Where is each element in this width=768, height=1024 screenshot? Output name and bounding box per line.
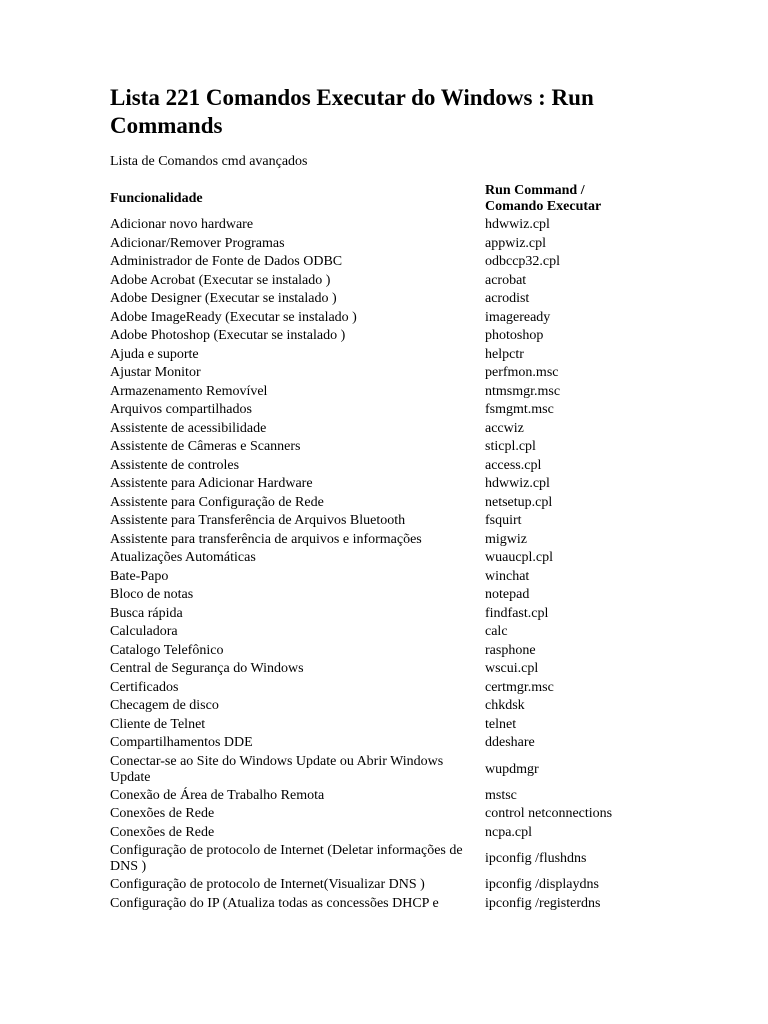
cell-command: helpctr [485, 346, 524, 362]
table-row [110, 531, 630, 550]
table-row [110, 457, 630, 476]
cell-command: acrodist [485, 291, 530, 307]
cell-command: hdwwiz.cpl [485, 217, 550, 233]
table-row [110, 438, 630, 457]
table-row [110, 290, 630, 309]
commands-table [110, 182, 630, 913]
cell-command: rasphone [485, 642, 536, 658]
cell-command: appwiz.cpl [485, 235, 547, 251]
cell-funcionalidade: Adobe Photoshop (Executar se instalado ) [110, 328, 346, 344]
cell-command: imageready [485, 309, 551, 325]
cell-funcionalidade: Certificados [110, 679, 179, 695]
table-row [110, 716, 630, 735]
cell-command: sticpl.cpl [485, 439, 536, 455]
table-row [110, 309, 630, 328]
cell-funcionalidade: Ajuda e suporte [110, 346, 199, 362]
cell-funcionalidade: Conexões de Rede [110, 824, 215, 840]
table-row [110, 787, 630, 806]
cell-command: ddeshare [485, 735, 535, 751]
table-row [110, 235, 630, 254]
cell-funcionalidade: Adobe ImageReady (Executar se instalado ) [110, 309, 357, 325]
table-row [110, 346, 630, 365]
cell-funcionalidade: Ajustar Monitor [110, 365, 201, 381]
table-row [110, 568, 630, 587]
cell-command: mstsc [485, 787, 517, 803]
cell-command: ipconfig /displaydns [485, 877, 599, 893]
cell-funcionalidade: Assistente de controles [110, 457, 240, 473]
cell-funcionalidade: Conectar-se ao Site do Windows Update ou Abrir Windows Update [110, 753, 444, 785]
cell-funcionalidade: Cliente de Telnet [110, 716, 206, 732]
cell-command: wscui.cpl [485, 661, 539, 677]
cell-command: notepad [485, 587, 530, 603]
table-row [110, 679, 630, 698]
cell-funcionalidade: Administrador de Fonte de Dados ODBC [110, 254, 343, 270]
table-row [110, 420, 630, 439]
table-row [110, 327, 630, 346]
table-row [110, 272, 630, 291]
table-row [110, 253, 630, 272]
cell-command: calc [485, 624, 508, 640]
table-row [110, 734, 630, 753]
cell-funcionalidade: Configuração de protocolo de Internet (Deletar informações de DNS ) [110, 843, 463, 874]
cell-funcionalidade: Adobe Designer (Executar se instalado ) [110, 291, 337, 307]
cell-command: wupdmgr [485, 761, 539, 777]
table-row [110, 512, 630, 531]
cell-funcionalidade: Armazenamento Removível [110, 383, 268, 399]
table-row [110, 494, 630, 513]
cell-command: accwiz [485, 420, 524, 436]
cell-funcionalidade: Busca rápida [110, 605, 183, 621]
cell-funcionalidade: Assistente para Transferência de Arquivos Bluetooth [110, 513, 406, 529]
cell-funcionalidade: Adicionar/Remover Programas [110, 235, 285, 251]
cell-command: control netconnections [485, 806, 613, 822]
cell-funcionalidade: Bate-Papo [110, 568, 169, 584]
cell-funcionalidade: Conexão de Área de Trabalho Remota [110, 787, 325, 803]
cell-funcionalidade: Assistente de acessibilidade [110, 420, 267, 436]
cell-command: ipconfig /registerdns [485, 895, 601, 911]
table-row [110, 697, 630, 716]
cell-command: certmgr.msc [485, 679, 554, 695]
table-row [110, 660, 630, 679]
cell-command: findfast.cpl [485, 605, 549, 621]
table-row [110, 475, 630, 494]
cell-funcionalidade: Conexões de Rede [110, 806, 215, 822]
cell-funcionalidade: Central de Segurança do Windows [110, 661, 304, 677]
cell-funcionalidade: Adicionar novo hardware [110, 217, 254, 233]
cell-command: migwiz [485, 531, 527, 547]
table-row [110, 364, 630, 383]
table-row [110, 605, 630, 624]
cell-command: access.cpl [485, 457, 542, 473]
cell-command: photoshop [485, 328, 544, 344]
table-header-row [110, 182, 630, 216]
table-row [110, 895, 630, 914]
cell-funcionalidade: Assistente para transferência de arquivos e informações [110, 531, 422, 547]
cell-command: ipconfig /flushdns [485, 851, 587, 866]
cell-funcionalidade: Configuração de protocolo de Internet(Visualizar DNS ) [110, 877, 425, 893]
table-row [110, 753, 630, 787]
table-row [110, 824, 630, 843]
cell-funcionalidade: Bloco de notas [110, 587, 194, 603]
cell-command: telnet [485, 716, 517, 732]
header-run-command: Run Command / Comando Executar [485, 183, 602, 214]
cell-command: fsmgmt.msc [485, 402, 554, 418]
page-title: Lista 221 Comandos Executar do Windows : Run Commands [110, 85, 594, 138]
table-row [110, 642, 630, 661]
cell-funcionalidade: Atualizações Automáticas [110, 550, 256, 566]
cell-funcionalidade: Assistente de Câmeras e Scanners [110, 439, 301, 455]
table-row [110, 401, 630, 420]
cell-command: ntmsmgr.msc [485, 383, 561, 399]
table-row [110, 216, 630, 235]
cell-funcionalidade: Assistente para Configuração de Rede [110, 494, 324, 510]
cell-command: ncpa.cpl [485, 824, 533, 840]
cell-funcionalidade: Adobe Acrobat (Executar se instalado ) [110, 272, 331, 288]
cell-funcionalidade: Arquivos compartilhados [110, 402, 252, 418]
cell-command: winchat [485, 568, 530, 584]
cell-command: odbccp32.cpl [485, 254, 561, 270]
cell-command: acrobat [485, 272, 527, 288]
table-row [110, 586, 630, 605]
cell-command: fsquirt [485, 513, 522, 529]
cell-command: perfmon.msc [485, 365, 559, 381]
page-subtitle: Lista de Comandos cmd avançados [110, 154, 308, 169]
table-row [110, 549, 630, 568]
table-row [110, 623, 630, 642]
cell-funcionalidade: Checagem de disco [110, 698, 219, 714]
table-row [110, 876, 630, 895]
cell-funcionalidade: Configuração do IP (Atualiza todas as concessões DHCP e [110, 895, 439, 911]
cell-funcionalidade: Assistente para Adicionar Hardware [110, 476, 313, 492]
cell-command: wuaucpl.cpl [485, 550, 554, 566]
table-row [110, 842, 630, 876]
table-row [110, 805, 630, 824]
cell-funcionalidade: Compartilhamentos DDE [110, 735, 253, 751]
cell-funcionalidade: Catalogo Telefônico [110, 642, 224, 658]
document-page [110, 84, 630, 913]
cell-command: hdwwiz.cpl [485, 476, 550, 492]
header-funcionalidade: Funcionalidade [110, 191, 203, 206]
cell-funcionalidade: Calculadora [110, 624, 178, 640]
table-row [110, 383, 630, 402]
cell-command: chkdsk [485, 698, 525, 714]
cell-command: netsetup.cpl [485, 494, 553, 510]
